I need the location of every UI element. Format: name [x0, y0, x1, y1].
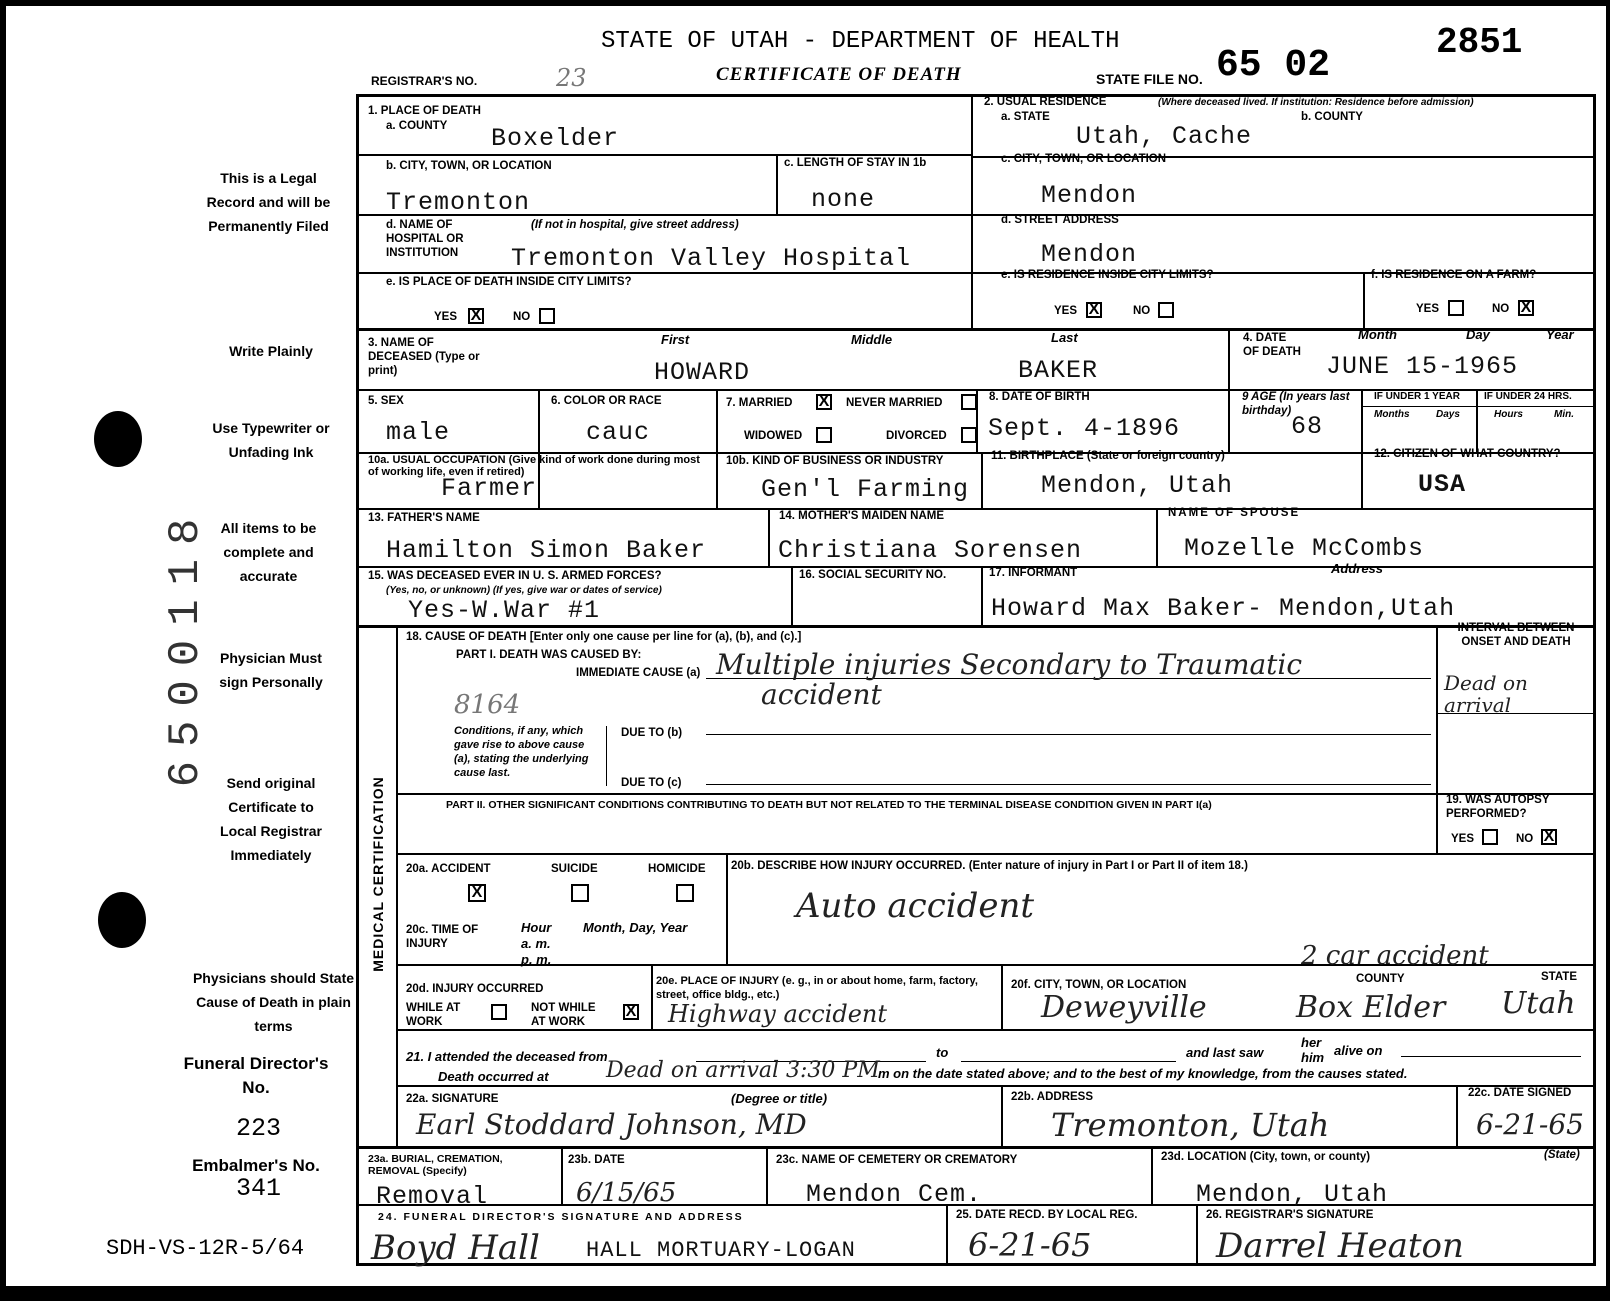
suicide-label: SUICIDE — [551, 863, 598, 875]
day-label: Day — [1466, 327, 1490, 342]
city-label: b. CITY, TOWN, OR LOCATION — [386, 160, 552, 172]
injury-state-label: STATE — [1541, 971, 1577, 983]
vertical-serial: 6500118 — [161, 504, 211, 788]
res-yes-label: YES — [1054, 305, 1078, 317]
location-label: 23d. LOCATION (City, town, or county) — [1161, 1151, 1371, 1163]
autopsy-no-label: NO — [1516, 833, 1534, 845]
punch-hole-bottom — [98, 892, 146, 948]
hospital-label: d. NAME OF HOSPITAL OR INSTITUTION — [386, 219, 464, 259]
funeral-director-label: Funeral Director's No. — [183, 1054, 329, 1097]
dob-label: 8. DATE OF BIRTH — [989, 391, 1090, 403]
residence-hint: (Where deceased lived. If institution: Residence before admission) — [1158, 97, 1474, 108]
not-while-at-work-mark: X — [625, 1003, 637, 1020]
registrar-signature-label: 26. REGISTRAR'S SIGNATURE — [1206, 1209, 1374, 1221]
how-label: 20b. DESCRIBE HOW INJURY OCCURRED. (Enter nature of injury in Part I or Part II of item 18.) — [731, 860, 1248, 872]
date-of-death: JUNE 15-1965 — [1326, 352, 1519, 381]
location-state-label: (State) — [1544, 1149, 1580, 1161]
injury-city-label: 20f. CITY, TOWN, OR LOCATION — [1011, 979, 1187, 991]
birthplace-label: 11. BIRTHPLACE (State or foreign country) — [991, 450, 1225, 462]
agency-heading: STATE OF UTAH - DEPARTMENT OF HEALTH — [601, 28, 1120, 55]
race-label: 6. COLOR OR RACE — [551, 395, 662, 407]
autopsy-yes-label: YES — [1451, 833, 1475, 845]
married-mark: X — [818, 393, 830, 410]
him-label: him — [1301, 1050, 1325, 1065]
residence-inside-yes-mark: X — [1088, 301, 1100, 318]
disposition-date-label: 23b. DATE — [568, 1154, 625, 1166]
age-label: 9 AGE (In years last birthday) — [1242, 391, 1350, 417]
res-no-label: NO — [1133, 305, 1151, 317]
immediate-cause-label: IMMEDIATE CAUSE (a) — [576, 667, 701, 679]
time-of-injury-label: 20c. TIME OF INJURY — [406, 924, 479, 950]
accident-mark: X — [471, 884, 483, 901]
funeral-signature-label: 24. FUNERAL DIRECTOR'S SIGNATURE AND ADDRESS — [378, 1211, 744, 1223]
spouse-label: NAME OF SPOUSE — [1168, 507, 1301, 519]
physician-address: Tremonton, Utah — [1051, 1106, 1330, 1144]
cemetery-label: 23c. NAME OF CEMETERY OR CREMATORY — [776, 1154, 1018, 1166]
residence-city-label: c. CITY, TOWN, OR LOCATION — [1001, 153, 1167, 165]
mdy-label: Month, Day, Year — [583, 920, 688, 935]
hospital-name: Tremonton Valley Hospital — [511, 244, 912, 273]
date-of-birth: Sept. 4-1896 — [988, 414, 1181, 443]
residence-street-label: d. STREET ADDRESS — [1001, 214, 1119, 226]
last-saw-label: and last saw — [1186, 1045, 1264, 1060]
business: Gen'l Farming — [761, 475, 970, 504]
birthplace: Mendon, Utah — [1041, 471, 1234, 500]
autopsy-no-mark: X — [1543, 828, 1555, 845]
date-recd-label: 25. DATE RECD. BY LOCAL REG. — [956, 1209, 1138, 1221]
first-label: First — [661, 332, 690, 347]
autopsy-yes-checkbox[interactable] — [1482, 829, 1498, 845]
farm-no-label: NO — [1492, 303, 1510, 315]
middle-label: Middle — [851, 332, 893, 347]
death-inside-no-checkbox[interactable] — [539, 308, 555, 324]
armed-forces-label: 15. WAS DECEASED EVER IN U. S. ARMED FORCES? — [368, 570, 662, 582]
injury-city: Deweyville — [1041, 990, 1207, 1025]
how-injury-occurred: Auto accident — [796, 886, 1035, 926]
accident-label: 20a. ACCIDENT — [406, 863, 491, 875]
sidebar-typewriter: Use Typewriter or Unfading Ink — [212, 420, 330, 460]
residence-state-county: Utah, Cache — [1076, 122, 1253, 151]
stamp-number: 2851 — [1436, 22, 1523, 63]
length-of-stay: none — [811, 185, 876, 214]
inside-city-label: e. IS PLACE OF DEATH INSIDE CITY LIMITS? — [386, 276, 632, 288]
autopsy-label: 19. WAS AUTOPSY PERFORMED? — [1446, 794, 1550, 820]
residence-street: Mendon — [1041, 240, 1138, 269]
not-while-at-work-label: NOT WHILE AT WORK — [531, 1002, 596, 1028]
physician-signature: Earl Stoddard Johnson, MD — [416, 1108, 807, 1141]
mother-label: 14. MOTHER'S MAIDEN NAME — [779, 510, 945, 522]
interval: Dead on arrival — [1444, 671, 1528, 717]
state-file-label: STATE FILE NO. — [1096, 71, 1203, 87]
part1-label: PART I. DEATH WAS CAUSED BY: — [456, 649, 642, 661]
widowed-label: WIDOWED — [744, 430, 803, 442]
state-file-no: 65 02 — [1216, 44, 1331, 87]
date-of-death-label: 4. DATE OF DEATH — [1243, 332, 1301, 358]
date-recd: 6-21-65 — [968, 1226, 1092, 1264]
death-county: Boxelder — [491, 124, 620, 153]
residence-label: 2. USUAL RESIDENCE — [984, 96, 1107, 108]
due-to-c-label: DUE TO (c) — [621, 777, 682, 789]
while-at-work-checkbox[interactable] — [491, 1004, 507, 1020]
under-1-year-label: IF UNDER 1 YEAR — [1374, 391, 1460, 402]
place-of-injury: Highway accident — [668, 1000, 887, 1028]
occupation-label: 10a. USUAL OCCUPATION (Give kind of work done during most of working life, even if retired) — [368, 454, 700, 478]
how-injury-occurred-2: 2 car accident — [1301, 941, 1489, 971]
informant-label: 17. INFORMANT — [989, 567, 1078, 579]
death-no-label: NO — [513, 311, 531, 323]
while-at-work-label: WHILE AT WORK — [406, 1002, 461, 1028]
widowed-checkbox[interactable] — [816, 427, 832, 443]
sex-label: 5. SEX — [368, 395, 404, 407]
never-married-checkbox[interactable] — [961, 394, 977, 410]
death-yes-label: YES — [434, 311, 458, 323]
disposition-date: 6/15/65 — [576, 1178, 677, 1208]
alive-on-label: alive on — [1334, 1043, 1383, 1058]
to-label: to — [936, 1045, 949, 1060]
date-signed-label: 22c. DATE SIGNED — [1468, 1087, 1572, 1099]
conditions-label: Conditions, if any, which gave rise to above cause (a), stating the underlying cause last. — [454, 725, 589, 779]
pm-label: p. m. — [521, 952, 552, 967]
citizen: USA — [1418, 470, 1467, 499]
physician-address-label: 22b. ADDRESS — [1011, 1091, 1094, 1103]
residence-state-label: a. STATE — [1001, 111, 1050, 123]
form-code: SDH-VS-12R-5/64 — [106, 1236, 305, 1261]
cemetery: Mendon Cem. — [806, 1180, 983, 1209]
ssn-label: 16. SOCIAL SECURITY NO. — [799, 569, 947, 581]
residence-county-label: b. COUNTY — [1301, 111, 1363, 123]
residence-inside-no-checkbox[interactable] — [1158, 302, 1174, 318]
farm-label: f. IS RESIDENCE ON A FARM? — [1371, 269, 1537, 281]
punch-hole-top — [94, 411, 142, 467]
deceased-last-name: BAKER — [1018, 356, 1099, 385]
spouse-name: Mozelle McCombs — [1184, 534, 1425, 563]
registrar-signature: Darrel Heaton — [1216, 1226, 1464, 1266]
race: cauc — [586, 418, 651, 447]
deceased-name-label: 3. NAME OF DECEASED (Type or print) — [368, 337, 480, 377]
deceased-first-name: HOWARD — [654, 358, 751, 387]
suicide-checkbox[interactable] — [571, 884, 589, 902]
never-married-label: NEVER MARRIED — [846, 397, 943, 409]
registrar-no-label: REGISTRAR'S NO. — [371, 74, 478, 88]
married-label: 7. MARRIED — [726, 397, 793, 409]
signature-label: 22a. SIGNATURE — [406, 1093, 499, 1105]
place-of-injury-label: 20e. PLACE OF INJURY (e. g., in or about home, farm, factory, street, office bldg., etc.) — [656, 975, 978, 1001]
months-label: Months — [1374, 409, 1410, 420]
mother-name: Christiana Sorensen — [778, 536, 1083, 565]
occurred-at-label: Death occurred at — [438, 1069, 549, 1084]
citizen-label: 12. CITIZEN OF WHAT COUNTRY? — [1374, 448, 1561, 460]
death-inside-yes-mark: X — [470, 307, 482, 324]
cause-label: 18. CAUSE OF DEATH [Enter only one cause per line for (a), (b), and (c).] — [406, 631, 802, 643]
embalmer-no: 341 — [236, 1174, 282, 1203]
hospital-hint: (If not in hospital, give street address) — [531, 219, 739, 231]
medical-certification-label: MEDICAL CERTIFICATION — [370, 776, 386, 972]
burial: Removal — [376, 1182, 489, 1211]
burial-label: 23a. BURIAL, CREMATION, REMOVAL (Specify) — [368, 1153, 503, 1177]
sex: male — [386, 418, 451, 447]
funeral-signature: Boyd Hall — [371, 1228, 540, 1268]
residence-inside-label: e. IS RESIDENCE INSIDE CITY LIMITS? — [1001, 269, 1214, 281]
stay-label: c. LENGTH OF STAY IN 1b — [784, 157, 927, 169]
sidebar-write-plainly: Write Plainly — [229, 343, 313, 359]
location: Mendon, Utah — [1196, 1180, 1389, 1209]
funeral-address: HALL MORTUARY-LOGAN — [586, 1238, 856, 1263]
hour-label: Hour — [521, 920, 552, 935]
informant-address-label: Address — [1331, 561, 1384, 576]
sidebar-send-original: Send original Certificate to Local Registrar Immediately — [220, 775, 322, 863]
registrar-no: 23 — [556, 64, 587, 92]
funeral-director-no: 223 — [236, 1114, 282, 1143]
father-name: Hamilton Simon Baker — [386, 536, 707, 565]
last-label: Last — [1051, 330, 1078, 345]
year-label: Year — [1546, 327, 1574, 342]
month-label: Month — [1358, 327, 1397, 342]
injury-occurred-label: 20d. INJURY OCCURRED — [406, 983, 544, 995]
father-label: 13. FATHER'S NAME — [368, 512, 480, 524]
informant: Howard Max Baker- Mendon,Utah — [991, 594, 1456, 623]
farm-yes-label: YES — [1416, 303, 1440, 315]
sidebar-cause-terms: Physicians should State Cause of Death in plain terms — [192, 970, 355, 1034]
divorced-label: DIVORCED — [886, 430, 947, 442]
injury-county: Box Elder — [1296, 990, 1446, 1025]
under-24-hrs-label: IF UNDER 24 HRS. — [1484, 391, 1572, 402]
residence-city: Mendon — [1041, 181, 1138, 210]
sidebar-physician: Physician Must sign Personally — [219, 650, 323, 690]
homicide-label: HOMICIDE — [648, 863, 706, 875]
death-certificate — [6, 6, 1606, 1286]
am-label: a. m. — [521, 936, 551, 951]
occurred-at: Dead on arrival 3:30 PM — [606, 1058, 880, 1083]
farm-no-mark: X — [1520, 299, 1532, 316]
part2-label: PART II. OTHER SIGNIFICANT CONDITIONS CONTRIBUTING TO DEATH BUT NOT RELATED TO THE TERMINAL DISEASE CONDITION GIVEN IN PART I(a) — [446, 799, 1212, 811]
date-signed: 6-21-65 — [1476, 1108, 1584, 1141]
injury-state: Utah — [1501, 986, 1576, 1021]
hours-label: Hours — [1494, 409, 1523, 420]
sidebar-all-items: All items to be complete and accurate — [220, 520, 317, 584]
county-label: a. COUNTY — [386, 120, 448, 132]
sidebar-legal-record: This is a Legal Record and will be Permanently Filed — [206, 170, 331, 234]
homicide-checkbox[interactable] — [676, 884, 694, 902]
armed-forces: Yes-W.War #1 — [408, 596, 601, 625]
occupation: Farmer — [441, 474, 538, 503]
immediate-cause-line1: Multiple injuries Secondary to Traumatic — [716, 648, 1303, 681]
cause-code: 8164 — [454, 690, 521, 720]
death-city: Tremonton — [386, 188, 531, 217]
interval-label: INTERVAL BETWEEN ONSET AND DEATH — [1457, 622, 1575, 648]
certificate-title: CERTIFICATE OF DEATH — [716, 64, 962, 85]
due-to-b-label: DUE TO (b) — [621, 727, 683, 739]
her-label: her — [1301, 1035, 1322, 1050]
occurred-tail: m on the date stated above; and to the best of my knowledge, from the causes stated. — [878, 1066, 1408, 1081]
business-label: 10b. KIND OF BUSINESS OR INDUSTRY — [726, 455, 944, 467]
divorced-checkbox[interactable] — [961, 427, 977, 443]
place-of-death-label: 1. PLACE OF DEATH — [368, 105, 481, 117]
days-label: Days — [1436, 409, 1460, 420]
farm-yes-checkbox[interactable] — [1448, 300, 1464, 316]
attended-label: 21. I attended the deceased from — [406, 1049, 608, 1064]
degree-label: (Degree or title) — [731, 1091, 828, 1106]
injury-county-label: COUNTY — [1356, 973, 1405, 985]
embalmer-label: Embalmer's No. — [192, 1156, 320, 1175]
armed-forces-hint: (Yes, no, or unknown) (If yes, give war or dates of service) — [386, 585, 662, 596]
immediate-cause-line2: accident — [761, 678, 882, 711]
min-label: Min. — [1554, 409, 1574, 420]
age: 68 — [1291, 412, 1324, 441]
